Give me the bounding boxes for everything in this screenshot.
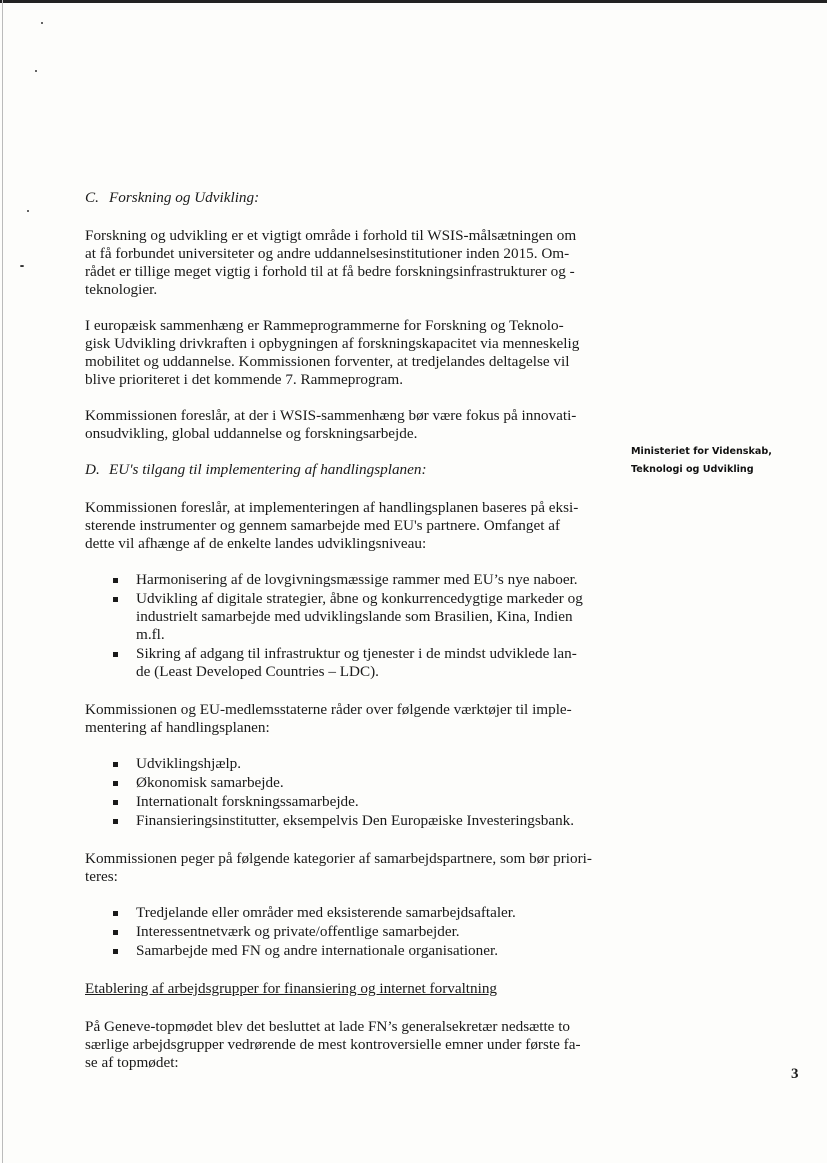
implementation-bullet-list — [113, 571, 610, 681]
text-line: I europæisk sammenhæng er Rammeprogrammerne for Forskning og Teknolo- — [85, 317, 564, 334]
section-d-letter: D. — [85, 461, 100, 478]
section-c-paragraph-1 — [85, 227, 610, 299]
ministry-sidebar-label — [631, 443, 772, 479]
list-item — [113, 590, 610, 644]
text-line: industrielt samarbejde med udviklingslande som Brasilien, Kina, Indien — [136, 608, 573, 625]
scan-speck — [35, 70, 37, 72]
text-line: de (Least Developed Countries – LDC). — [136, 663, 379, 680]
list-item: Internationalt forskningssamarbejde. — [113, 793, 610, 811]
section-c-paragraph-3 — [85, 407, 610, 443]
ministry-name-line-2: Teknologi og Udvikling — [631, 464, 754, 475]
final-paragraph — [85, 1018, 610, 1072]
text-line: blive prioriteret i det kommende 7. Rammeprogram. — [85, 371, 404, 388]
text-line: at få forbundet universiteter og andre uddannelsesinstitutioner inden 2015. Om- — [85, 245, 570, 262]
list-item — [113, 645, 610, 681]
document-body — [85, 189, 610, 1090]
section-c-heading — [85, 189, 610, 207]
scan-speck — [20, 265, 24, 267]
section-c-title: Forskning og Udvikling: — [109, 189, 260, 206]
section-d-heading — [85, 461, 610, 479]
text-line: mentering af handlingsplanen: — [85, 719, 270, 736]
section-d-title: EU's tilgang til implementering af handlingsplanen: — [109, 461, 427, 478]
text-line: særlige arbejdsgrupper vedrørende de mest kontroversielle emner under første fa- — [85, 1036, 581, 1053]
list-item: Interessentnetværk og private/offentlige samarbejder. — [113, 923, 610, 941]
text-line: rådet er tillige meget vigtig i forhold til at få bedre forskningsinfrastrukturer og - — [85, 263, 575, 280]
scan-speck — [27, 210, 29, 212]
text-line: gisk Udvikling drivkraften i opbygningen af forskningskapacitet via menneskelig — [85, 335, 580, 352]
text-line: Sikring af adgang til infrastruktur og tjenester i de mindst udviklede lan- — [136, 645, 577, 662]
text-line: På Geneve-topmødet blev det besluttet at lade FN’s generalsekretær nedsætte to — [85, 1018, 571, 1035]
text-line: teres: — [85, 868, 118, 885]
text-line: Kommissionen foreslår, at der i WSIS-sammenhæng bør være fokus på innovati- — [85, 407, 577, 424]
text-line: Forskning og udvikling er et vigtigt område i forhold til WSIS-målsætningen om — [85, 227, 577, 244]
text-line: dette vil afhænge af de enkelte landes udviklingsniveau: — [85, 535, 427, 552]
text-line: Kommissionen peger på følgende kategorier af samarbejdspartnere, som bør priori- — [85, 850, 592, 867]
page-number: 3 — [791, 1066, 799, 1082]
section-c-paragraph-2 — [85, 317, 610, 389]
section-d-paragraph-1 — [85, 499, 610, 553]
text-line: Kommissionen foreslår, at implementeringen af handlingsplanen baseres på eksi- — [85, 499, 579, 516]
text-line: m.fl. — [136, 626, 165, 643]
ministry-name-line-1: Ministeriet for Videnskab, — [631, 446, 772, 457]
left-page-edge — [2, 0, 3, 1163]
partners-bullet-list — [113, 904, 610, 960]
section-c-letter: C. — [85, 189, 99, 206]
text-line: Harmonisering af de lovgivningsmæssige rammer med EU’s nye naboer. — [136, 571, 578, 588]
working-groups-subheading: Etablering af arbejdsgrupper for finansiering og internet forvaltning — [85, 980, 498, 997]
section-d-paragraph-2 — [85, 701, 610, 737]
list-item: Udviklingshjælp. — [113, 755, 610, 773]
list-item: Økonomisk samarbejde. — [113, 774, 610, 792]
text-line: se af topmødet: — [85, 1054, 179, 1071]
text-line: teknologier. — [85, 281, 158, 298]
list-item: Finansieringsinstitutter, eksempelvis Den Europæiske Investeringsbank. — [113, 812, 610, 830]
list-item: Samarbejde med FN og andre internationale organisationer. — [113, 942, 610, 960]
list-item: Tredjelande eller områder med eksisterende samarbejdsaftaler. — [113, 904, 610, 922]
section-d-paragraph-3 — [85, 850, 610, 886]
text-line: Kommissionen og EU-medlemsstaterne råder over følgende værktøjer til imple- — [85, 701, 572, 718]
tools-bullet-list — [113, 755, 610, 830]
scan-speck — [41, 22, 43, 24]
top-border — [0, 0, 827, 3]
text-line: sterende instrumenter og gennem samarbejde med EU's partnere. Omfanget af — [85, 517, 561, 534]
text-line: mobilitet og uddannelse. Kommissionen forventer, at tredjelandes deltagelse vil — [85, 353, 570, 370]
list-item — [113, 571, 610, 589]
text-line: Udvikling af digitale strategier, åbne og konkurrencedygtige markeder og — [136, 590, 583, 607]
text-line: onsudvikling, global uddannelse og forskningsarbejde. — [85, 425, 418, 442]
